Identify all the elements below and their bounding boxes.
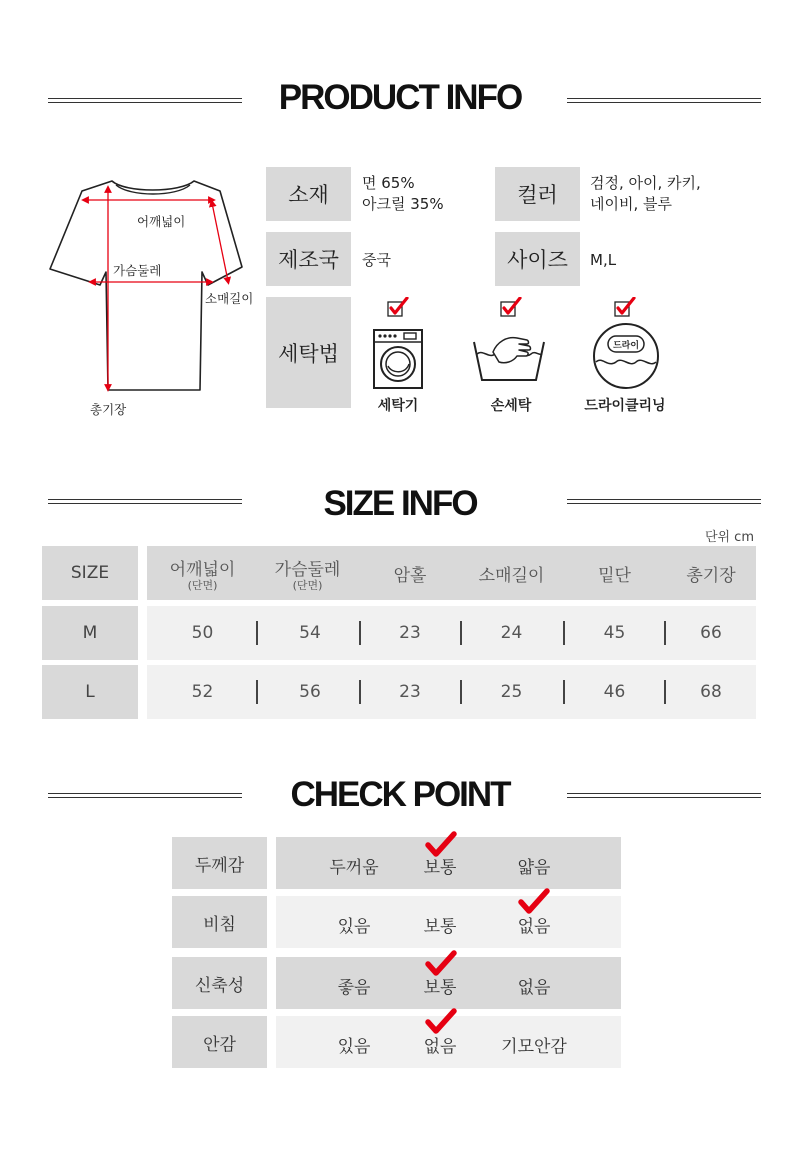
hand-wash-icon xyxy=(471,332,547,388)
check-option: 좋음 xyxy=(337,978,371,998)
size-cell: 46 xyxy=(603,682,626,702)
size-header-label: 총기장 xyxy=(686,565,736,586)
check-option-selected: 없음 xyxy=(517,917,551,937)
check-row-label: 두께감 xyxy=(172,837,267,889)
check-option-selected: 보통 xyxy=(423,858,457,878)
size-cell: 24 xyxy=(500,623,523,643)
size-cell: 68 xyxy=(700,682,722,702)
size-cell: 66 xyxy=(700,623,722,643)
unit-label: 단위 cm xyxy=(704,530,754,545)
size-header-hem xyxy=(563,546,666,600)
check-option: 있음 xyxy=(337,917,371,937)
column-divider xyxy=(664,680,666,704)
product-info-title: PRODUCT INFO xyxy=(278,78,522,117)
column-divider xyxy=(359,680,361,704)
check-row-label: 비침 xyxy=(172,896,267,948)
check-option: 보통 xyxy=(423,917,457,937)
check-option-selected: 없음 xyxy=(423,1037,457,1057)
diagram-label-chest: 가슴둘레 xyxy=(113,263,162,278)
size-cell: 45 xyxy=(603,623,626,643)
size-header-armhole xyxy=(360,546,460,600)
size-cell: 50 xyxy=(191,623,214,643)
size-cell: 52 xyxy=(191,682,214,702)
origin-label: 제조국 xyxy=(266,232,351,286)
wash-icon-label-dry: 드라이클리닝 xyxy=(584,398,666,414)
size-row-label-m: M xyxy=(42,606,138,660)
size-value: M,L xyxy=(590,251,617,269)
size-header-label: 소매길이 xyxy=(478,565,545,586)
check-option: 없음 xyxy=(517,978,551,998)
color-label: 컬러 xyxy=(495,167,580,221)
check-row-label: 신축성 xyxy=(172,957,267,1009)
size-header-chest xyxy=(255,546,360,600)
washing-machine-icon xyxy=(372,328,424,390)
size-cell: 25 xyxy=(500,682,523,702)
column-divider xyxy=(664,621,666,645)
size-header-label: 어깨넓이 xyxy=(169,559,236,580)
check-option-selected: 보통 xyxy=(423,978,457,998)
column-divider xyxy=(563,621,565,645)
checkmark-icon xyxy=(424,1008,458,1036)
material-line-1: 면 65% xyxy=(362,174,415,192)
dry-clean-icon xyxy=(590,322,662,390)
wash-icon-label-hand: 손세탁 xyxy=(490,398,532,414)
size-header-length xyxy=(666,546,756,600)
size-header-label: 암홀 xyxy=(393,565,427,586)
check-option: 두꺼움 xyxy=(329,858,379,878)
check-icon xyxy=(500,297,522,319)
column-divider xyxy=(460,680,462,704)
checkmark-icon xyxy=(424,950,458,978)
size-corner-cell: SIZE xyxy=(42,546,138,600)
check-option: 기모안감 xyxy=(501,1037,567,1057)
size-row-label-l: L xyxy=(42,665,138,719)
size-header-label: 가슴둘레 xyxy=(274,559,341,580)
column-divider xyxy=(563,680,565,704)
checkmark-icon xyxy=(517,888,551,916)
check-option: 있음 xyxy=(337,1037,371,1057)
diagram-label-length: 총기장 xyxy=(90,402,127,417)
check-option: 얇음 xyxy=(517,858,551,878)
checkmark-icon xyxy=(424,831,458,859)
wash-icon-label-machine: 세탁기 xyxy=(377,398,419,414)
size-header-label: 밑단 xyxy=(598,565,631,586)
material-label: 소재 xyxy=(266,167,351,221)
size-cell: 56 xyxy=(299,682,321,702)
column-divider xyxy=(359,621,361,645)
diagram-label-sleeve: 소매길이 xyxy=(205,291,254,306)
size-header-sleeve xyxy=(460,546,563,600)
diagram-label-shoulder: 어깨넓이 xyxy=(137,214,186,229)
dry-clean-icon-text: 드라이 xyxy=(612,341,640,351)
check-icon xyxy=(387,297,409,319)
color-line-2: 네이비, 블루 xyxy=(590,195,672,213)
wash-label: 세탁법 xyxy=(266,297,351,408)
check-row-label: 안감 xyxy=(172,1016,267,1068)
size-label: 사이즈 xyxy=(495,232,580,286)
check-point-title: CHECK POINT xyxy=(290,775,510,814)
color-line-1: 검정, 아이, 카키, xyxy=(590,174,701,192)
size-info-title: SIZE INFO xyxy=(323,484,477,523)
material-line-2: 아크릴 35% xyxy=(362,195,444,213)
column-divider xyxy=(256,621,258,645)
size-cell: 54 xyxy=(299,623,321,643)
column-divider xyxy=(460,621,462,645)
size-cell: 23 xyxy=(399,682,421,702)
column-divider xyxy=(256,680,258,704)
origin-value: 중국 xyxy=(362,251,391,269)
size-header-sub: (단면) xyxy=(187,578,218,592)
size-header-sub: (단면) xyxy=(292,578,323,592)
size-cell: 23 xyxy=(399,623,421,643)
size-header-shoulder xyxy=(150,546,255,600)
check-icon xyxy=(614,297,636,319)
